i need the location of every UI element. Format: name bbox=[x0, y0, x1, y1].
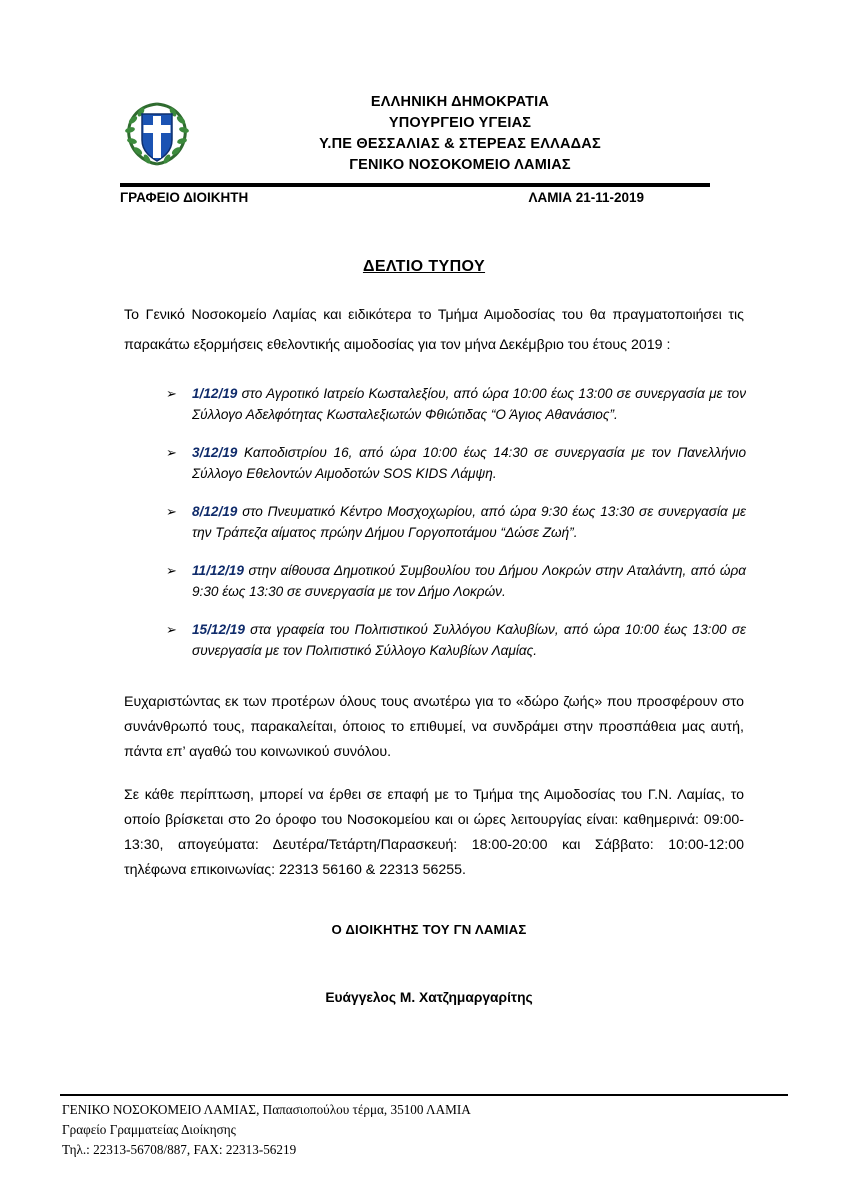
bullet-arrow-icon: ➢ bbox=[166, 622, 177, 637]
header-line-4: ΓΕΝΙΚΟ ΝΟΣΟΚΟΜΕΙΟ ΛΑΜΙΑΣ bbox=[349, 157, 571, 173]
list-item bbox=[160, 383, 746, 425]
document-header bbox=[120, 92, 720, 176]
list-item bbox=[160, 442, 746, 484]
subheader-row bbox=[120, 190, 710, 205]
event-text: στα γραφεία του Πολιτιστικού Συλλόγου Καλυβίων, από ώρα 10:00 έως 13:00 σε συνεργασία με τον Πολιτιστικό Σύλλογο Καλυβίων Λαμίας. bbox=[192, 622, 746, 658]
bullet-arrow-icon: ➢ bbox=[166, 504, 177, 519]
header-divider bbox=[120, 183, 710, 187]
greek-coat-of-arms-icon bbox=[120, 96, 194, 170]
bullet-arrow-icon: ➢ bbox=[166, 386, 177, 401]
event-date: 1/12/19 bbox=[192, 386, 238, 401]
signature-title: Ο ΔΙΟΙΚΗΤΗΣ ΤΟΥ ΓΝ ΛΑΜΙΑΣ bbox=[331, 922, 527, 937]
place-date-label: ΛΑΜΙΑ 21-11-2019 bbox=[528, 190, 644, 205]
list-item bbox=[160, 501, 746, 543]
list-item bbox=[160, 560, 746, 602]
event-text: Καποδιστρίου 16, από ώρα 10:00 έως 14:30 σε συνεργασία με τον Πανελλήνιο Σύλλογο Εθελοντών Αιμοδοτών SOS KIDS Λάμψη. bbox=[192, 445, 746, 481]
events-list bbox=[160, 383, 746, 678]
event-text: στο Αγροτικό Ιατρείο Κωσταλεξίου, από ώρα 10:00 έως 13:00 σε συνεργασία με τον Σύλλογο Αδελφότητας Κωσταλεξιωτών Φθιώτιδας “Ο Άγιος Αθανάσιος”. bbox=[192, 386, 746, 422]
event-text: στο Πνευματικό Κέντρο Μοσχοχωρίου, από ώρα 9:30 έως 13:30 σε συνεργασία με την Τράπεζα αίματος πρώην Δήμου Γοργοποτάμου “Δώσε Ζωή”. bbox=[192, 504, 747, 540]
bullet-arrow-icon: ➢ bbox=[166, 445, 177, 460]
page-title: ΔΕΛΤΙΟ ΤΥΠΟΥ bbox=[362, 258, 486, 275]
intro-text: Το Γενικό Νοσοκομείο Λαμίας και ειδικότερα το Τμήμα Αιμοδοσίας του θα πραγματοποιήσει τις παρακάτω εξορμήσεις εθελοντικής αιμοδοσίας για τον μήνα Δεκέμβριο του έτους 2019 : bbox=[124, 307, 744, 353]
office-label: ΓΡΑΦΕΙΟ ΔΙΟΙΚΗΤΗ bbox=[120, 190, 249, 205]
event-text: στην αίθουσα Δημοτικού Συμβουλίου του Δήμου Λοκρών στην Αταλάντη, από ώρα 9:30 έως 13:30 σε συνεργασία με τον Δήμο Λοκρών. bbox=[192, 563, 747, 599]
closing-paragraphs bbox=[124, 690, 744, 901]
event-date: 3/12/19 bbox=[192, 445, 238, 460]
footer-line-3: Τηλ.: 22313-56708/887, FAX: 22313-56219 bbox=[62, 1142, 297, 1157]
footer-line-1: ΓΕΝΙΚΟ ΝΟΣΟΚΟΜΕΙΟ ΛΑΜΙΑΣ, Παπασιοπούλου τέρμα, 35100 ΛΑΜΙΑ bbox=[62, 1102, 471, 1117]
intro-paragraph bbox=[124, 300, 744, 360]
event-date: 11/12/19 bbox=[192, 563, 244, 578]
footer-divider bbox=[60, 1094, 788, 1096]
header-line-3: Υ.ΠΕ ΘΕΣΣΑΛΙΑΣ & ΣΤΕΡΕΑΣ ΕΛΛΑΔΑΣ bbox=[319, 136, 601, 152]
signature-name: Ευάγγελος Μ. Χατζημαργαρίτης bbox=[325, 990, 533, 1005]
closing-paragraph-2: Σε κάθε περίπτωση, μπορεί να έρθει σε επαφή με το Τμήμα της Αιμοδοσίας του Γ.Ν. Λαμίας, το οποίο βρίσκεται στο 2ο όροφο του Νοσοκομείου και οι ώρες λειτουργίας είναι: καθημερινά: 09:00-13:30, απογεύματα: Δευτέρα/Τετάρτη/Παρασκευή: 18:00-20:00 και Σάββατο: 10:00-12:00 τηλέφωνα επικοινωνίας: 22313 56160 & 22313 56255. bbox=[124, 787, 744, 878]
event-date: 15/12/19 bbox=[192, 622, 245, 637]
document-footer bbox=[62, 1100, 782, 1160]
closing-paragraph-1: Ευχαριστώντας εκ των προτέρων όλους τους ανωτέρω για το «δώρο ζωής» που προσφέρουν στο συνάνθρωπό τους, παρακαλείται, όποιος το επιθυμεί, να συνδράμει στην προσπάθεια μας αυτή, πάντα επ’ αγαθώ του κοινωνικού συνόλου. bbox=[124, 694, 744, 760]
header-agency-lines bbox=[194, 92, 720, 176]
list-item bbox=[160, 619, 746, 661]
header-line-2: ΥΠΟΥΡΓΕΙΟ ΥΓΕΙΑΣ bbox=[388, 115, 532, 131]
event-date: 8/12/19 bbox=[192, 504, 238, 519]
header-line-1: ΕΛΛΗΝΙΚΗ ΔΗΜΟΚΡΑΤΙΑ bbox=[370, 94, 550, 110]
footer-line-2: Γραφείο Γραμματείας Διοίκησης bbox=[62, 1122, 236, 1137]
bullet-arrow-icon: ➢ bbox=[166, 563, 177, 578]
